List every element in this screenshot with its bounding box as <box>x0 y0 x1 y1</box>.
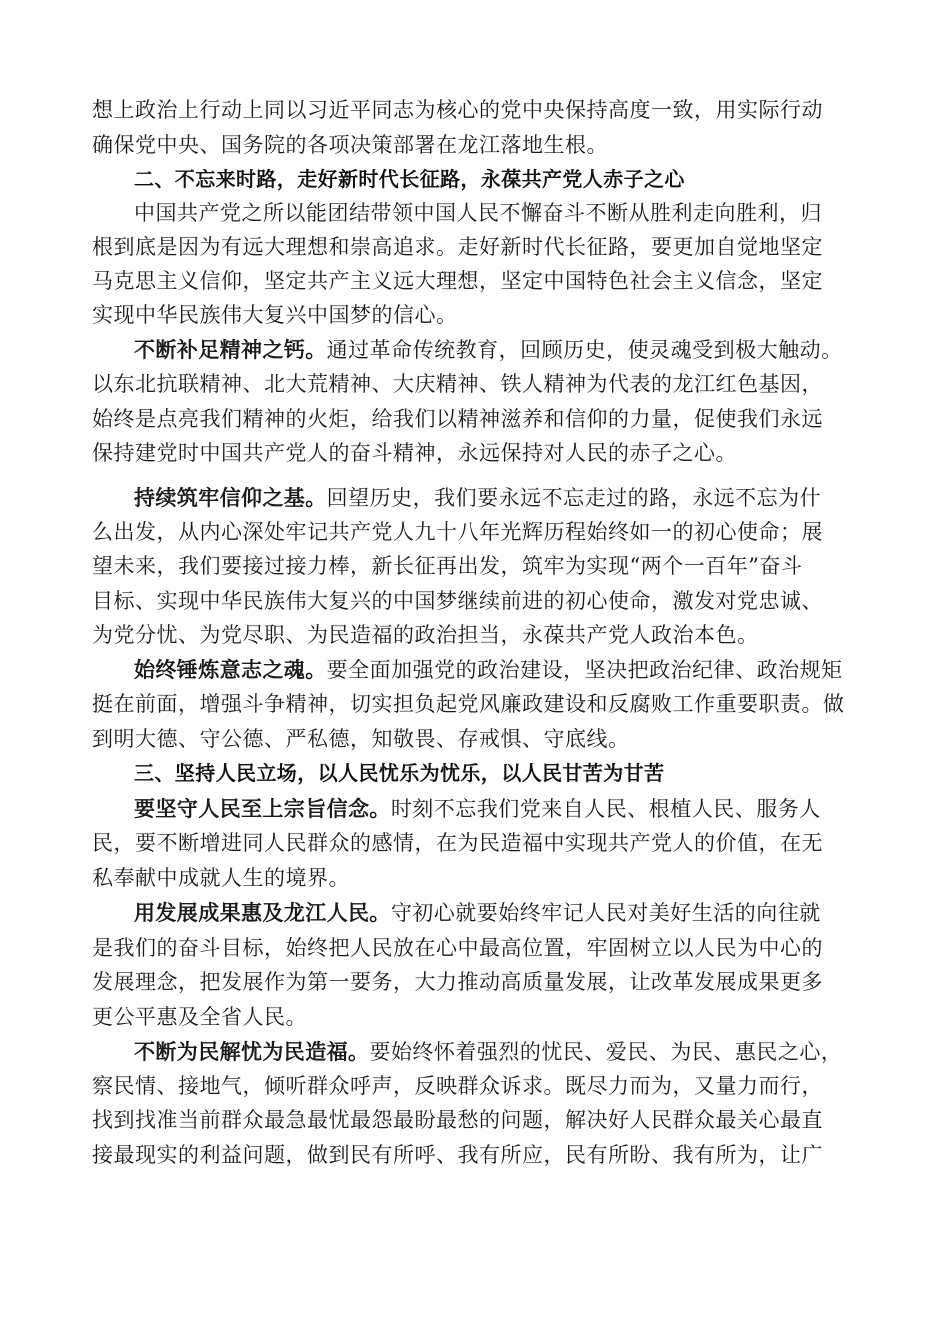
paragraph-line: 挺在前面，增强斗争精神，切实担负起党风廉政建设和反腐败工作重要职责。做 <box>92 692 845 716</box>
paragraph-line: 实现中华民族伟大复兴中国梦的信心。 <box>92 303 458 327</box>
paragraph-line: 想上政治上行动上同以习近平同志为核心的党中央保持高度一致，用实际行动 <box>92 98 823 122</box>
paragraph-text: 通过革命传统教育，回顾历史，使灵魂受到极大触动。 <box>326 338 843 362</box>
paragraph-line <box>134 795 821 823</box>
paragraph-text: 时刻不忘我们党来自人民、根植人民、服务人 <box>390 797 821 821</box>
paragraph-line: 保持建党时中国共产党人的奋斗精神，永远保持对人民的赤子之心。 <box>92 441 737 465</box>
paragraph-line: 根到底是因为有远大理想和崇高追求。走好新时代长征路，要更加自觉地坚定 <box>92 235 823 259</box>
paragraph-line: 发展理念，把发展作为第一要务，大力推动高质量发展，让改革发展成果更多 <box>92 970 823 994</box>
paragraph-line: 目标、实现中华民族伟大复兴的中国梦继续前进的初心使命，激发对党忠诚、 <box>92 589 823 613</box>
paragraph-lead: 用发展成果惠及龙江人民。 <box>134 901 391 925</box>
paragraph-text: 回望历史，我们要永远不忘走过的路，永远不忘为什 <box>326 486 822 510</box>
paragraph-lead: 要坚守人民至上宗旨信念。 <box>134 797 391 821</box>
paragraph-line: 望未来，我们要接过接力棒，新长征再出发，筑牢为实现“两个一百年”奋斗 <box>92 554 803 578</box>
paragraph-line: 到明大德、守公德、严私德，知敬畏、存戒惧、守底线。 <box>92 727 630 751</box>
paragraph-line: 接最现实的利益问题，做到民有所呼、我有所应，民有所盼、我有所为，让广 <box>92 1143 823 1167</box>
paragraph-text: 要始终怀着强烈的忧民、爱民、为民、惠民之心， <box>369 1040 843 1064</box>
paragraph-line: 么出发，从内心深处牢记共产党人九十八年光辉历程始终如一的初心使命；展 <box>92 520 823 544</box>
paragraph-line: 找到找准当前群众最急最忧最怨最盼最愁的问题，解决好人民群众最关心最直 <box>92 1108 823 1132</box>
paragraph-line <box>134 899 821 927</box>
paragraph-line <box>134 1038 842 1066</box>
paragraph-lead: 不断为民解忧为民造福。 <box>134 1040 370 1064</box>
paragraph-line: 更公平惠及全省人民。 <box>92 1005 307 1029</box>
paragraph-text: 要全面加强党的政治建设，坚决把政治纪律、政治规矩 <box>326 658 843 682</box>
paragraph-line: 民，要不断增进同人民群众的感情，在为民造福中实现共产党人的价值，在无 <box>92 831 823 855</box>
paragraph-line <box>134 656 843 684</box>
paragraph-line: 是我们的奋斗目标，始终把人民放在心中最高位置，牢固树立以人民为中心的 <box>92 936 823 960</box>
section-heading-2: 二、不忘来时路，走好新时代长征路，永葆共产党人赤子之心 <box>134 167 685 191</box>
paragraph-lead: 持续筑牢信仰之基。 <box>134 486 327 510</box>
paragraph-line <box>134 484 821 512</box>
paragraph-line <box>134 336 843 364</box>
paragraph-line: 为党分忧、为党尽职、为民造福的政治担当，永葆共产党人政治本色。 <box>92 623 759 647</box>
paragraph-lead: 不断补足精神之钙。 <box>134 338 327 362</box>
paragraph-text: 守初心就要始终牢记人民对美好生活的向往就 <box>390 901 821 925</box>
paragraph-line: 马克思主义信仰，坚定共产主义远大理想，坚定中国特色社会主义信念，坚定 <box>92 269 823 293</box>
paragraph-line: 中国共产党之所以能团结带领中国人民不懈奋斗不断从胜利走向胜利，归 <box>134 201 822 225</box>
paragraph-line: 始终是点亮我们精神的火炬，给我们以精神滋养和信仰的力量，促使我们永远 <box>92 407 823 431</box>
paragraph-line: 私奉献中成就人生的境界。 <box>92 866 350 890</box>
paragraph-line: 察民情、接地气，倾听群众呼声，反映群众诉求。既尽力而为，又量力而行， <box>92 1074 823 1098</box>
section-heading-3: 三、坚持人民立场，以人民忧乐为忧乐，以人民甘苦为甘苦 <box>134 761 665 785</box>
paragraph-line: 确保党中央、国务院的各项决策部署在龙江落地生根。 <box>92 133 608 157</box>
paragraph-line: 以东北抗联精神、北大荒精神、大庆精神、铁人精神为代表的龙江红色基因， <box>92 372 823 396</box>
paragraph-lead: 始终锤炼意志之魂。 <box>134 658 327 682</box>
